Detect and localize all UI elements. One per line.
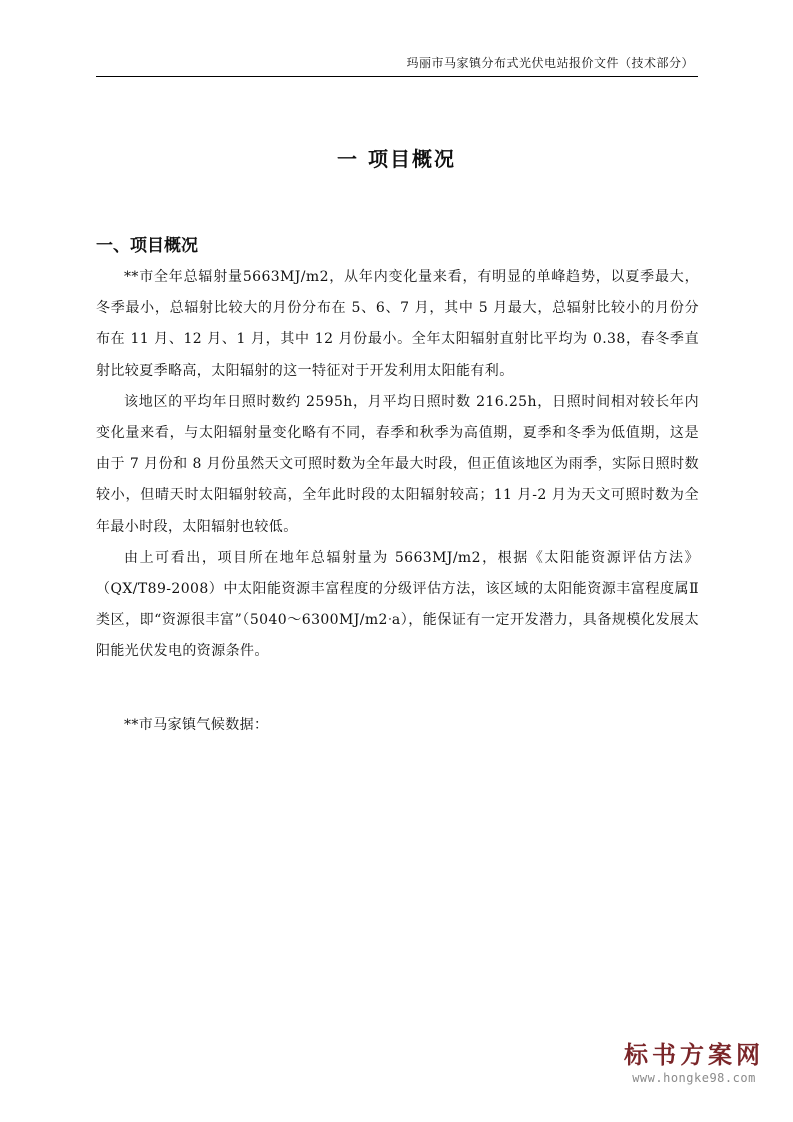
section-heading: 一、项目概况 — [96, 236, 198, 256]
paragraph-conclusion: 由上可看出，项目所在地年总辐射量为 5663MJ/m2，根据《太阳能资源评估方法》（QX/T89-2008）中太阳能资源丰富程度的分级评估方法，该区域的太阳能资源丰富程度属Ⅱ类区，即“资源很丰富”（5040～6300MJ/m2ᐧa），能保证有一定开发潜力，具备规模化发展太阳能光伏发电的资源条件。 — [96, 549, 699, 660]
watermark-title: 标书方案网 — [624, 1041, 764, 1069]
body-text — [96, 262, 699, 668]
page-header — [96, 56, 698, 77]
paragraph-radiation: **市全年总辐射量5663MJ/m2，从年内变化量来看，有明显的单峰趋势，以夏季最大，冬季最小，总辐射比较大的月份分布在 5、6、7 月，其中 5 月最大，总辐射比较小的月份分布在 11 月、12 月、1 月，其中 12 月份最小。全年太阳辐射直射比平均为 0.38，春冬季直射比较夏季略高，太阳辐射的这一特征对于开发利用太阳能有利。 — [96, 269, 699, 379]
climate-data-label: **市马家镇气候数据： — [124, 717, 269, 733]
watermark-url: www.hongke98.com — [632, 1071, 756, 1085]
paragraph-sunshine: 该地区的平均年日照时数约 2595h，月平均日照时数 216.25h，日照时间相对较长年内变化量来看，与太阳辐射量变化略有不同，春季和秋季为高值期，夏季和冬季为低值期，这是由于 7 月份和 8 月份虽然天文可照时数为全年最大时段，但正值该地区为雨季，实际日照时数较小，但晴天时太阳辐射较高，全年此时段的太阳辐射较高；11 月-2 月为天文可照时数为全年最小时段，太阳辐射也较低。 — [96, 393, 699, 535]
watermark — [609, 1040, 779, 1086]
header-title: 玛丽市马家镇分布式光伏电站报价文件（技术部分） — [406, 56, 694, 70]
chapter-title: 一 项目概况 — [337, 147, 456, 171]
